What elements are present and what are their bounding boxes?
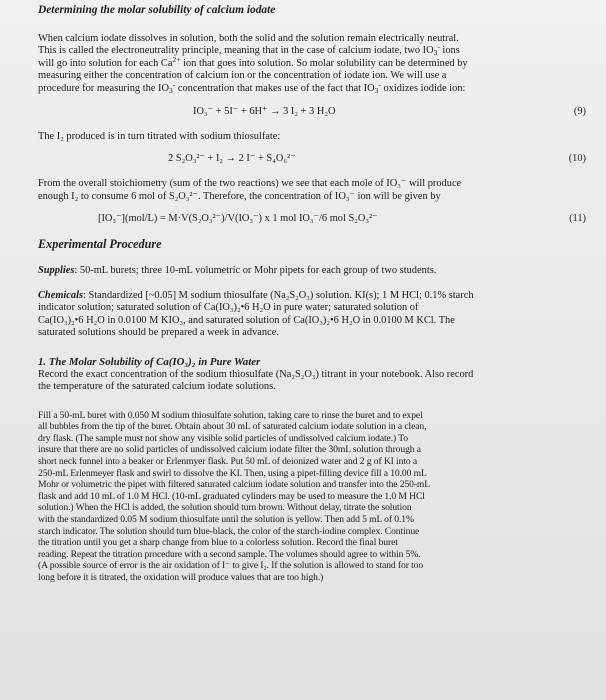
equation-9-body: IO₃⁻ + 5I⁻ + 6H⁺ → 3 I₂ + 3 H₂O xyxy=(193,105,336,117)
fill-line: long before it is titrated, the oxidation will produce values that are too high.) xyxy=(38,572,324,583)
fill-line: the titration until you get a sharp change from blue to a colorless solution. Record the final buret xyxy=(38,537,398,549)
stoichiometry-paragraph xyxy=(38,178,592,203)
fill-line: Mohr or volumetric the pipet with filtered saturated calcium iodate solution and transfer into the 250-mL xyxy=(38,479,431,491)
intro-paragraph xyxy=(38,33,592,96)
fill-line: all bubbles from the tip of the buret. Obtain about 30 mL of saturated calcium iodate solution in a clean, xyxy=(38,421,427,433)
fill-line: flask and add 10 mL of 1.0 M HCl. (10-mL graduated cylinders may be used to measure the 1.0 M HCl xyxy=(38,490,425,502)
intro-line: When calcium iodate dissolves in solution, both the solid and the solution remain electrically neutral. xyxy=(38,32,459,44)
stoichiometry-line: enough I₂ to consume 6 mol of S₂O₃²⁻. Therefore, the concentration of IO₃⁻ ion will be given by xyxy=(38,190,441,202)
step1-line: Record the exact concentration of the sodium thiosulfate (Na₂S₂O₃) titrant in your notebook. Also record xyxy=(38,368,474,380)
equation-11-number: (11) xyxy=(569,213,586,225)
intro-line: procedure for measuring the $IO_3^-$ concentration that makes use of the fact that $IO_3^-$ oxidizes iodide ion: xyxy=(38,79,466,95)
fill-line: insure that there are no solid particles of undissolved calcium iodate filter the 30mL solution through a xyxy=(38,444,421,456)
fill-line: starch indicator. The solution should turn blue-black, the color of the starch-iodine complex. Continue xyxy=(38,525,420,537)
fill-line: dry flask. (The sample must not show any visible solid particles of undissolved calcium iodate.) To xyxy=(38,432,408,444)
equation-10-number: (10) xyxy=(568,153,586,165)
fill-line: (A possible source of error is the air oxidation of I⁻ to give I₂. If the solution is allowed to stand for too xyxy=(38,560,424,572)
equation-11-body: [IO₃⁻](mol/L) = M·V(S₂O₃²⁻)/V(IO₃⁻) x 1 mol IO₃⁻/6 mol S₂O₃²⁻ xyxy=(98,213,378,225)
equation-11 xyxy=(38,213,592,226)
fill-procedure-paragraph xyxy=(38,410,592,584)
equation-10 xyxy=(38,153,592,166)
fill-line: solution.) When the HCl is added, the solution should turn brown. Without delay, titrate the solution xyxy=(38,502,412,514)
page-title: Determining the molar solubility of calcium iodate xyxy=(38,4,276,16)
supplies-label: Supplies xyxy=(38,264,75,276)
section-heading: Experimental Procedure xyxy=(38,237,162,252)
fill-line: with the standardized 0.05 M sodium thiosulfate until the solution is yellow. Then add 5 mL of 0.1% xyxy=(38,514,414,526)
equation-10-body: 2 S₂O₃²⁻ + I₂ → 2 I⁻ + S₄O₆²⁻ xyxy=(168,153,296,165)
stoichiometry-line: From the overall stoichiometry (sum of the two reactions) we see that each mole of IO₃⁻ will produce xyxy=(38,178,462,190)
chemicals-paragraph xyxy=(38,290,592,340)
step1-line: the temperature of the saturated calcium iodate solutions. xyxy=(38,381,276,393)
fill-line: 250-mL Erlenmeyer flask and swirl to dissolve the KI. Then, using a pipet-filling device fill a 10.00 mL xyxy=(38,467,427,479)
equation-9-number: (9) xyxy=(573,105,586,117)
chemicals-line: indicator solution; saturated solution of Ca(IO₃)₂•6 H₂O in pure water; saturated solution of xyxy=(38,302,419,314)
fill-line: reading. Repeat the titration procedure with a second sample. The volumes should agree to within 5%. xyxy=(38,548,421,560)
fill-line: Fill a 50-mL buret with 0.050 M sodium thiosulfate solution, taking care to rinse the buret and to expel xyxy=(38,409,423,421)
intro-line: This is called the electroneutrality principle, meaning that in the case of calcium iodate, two $IO_3^-$ ions xyxy=(38,42,460,58)
thiosulfate-intro: The I₂ produced is in turn titrated with sodium thiosulfate: xyxy=(38,130,281,142)
chemicals-label: Chemicals xyxy=(38,289,84,301)
step1-paragraph xyxy=(38,356,592,394)
chemicals-line: saturated solutions should be prepared a week in advance. xyxy=(38,327,279,339)
fill-line: short neck funnel into a beaker or Erlenmyer flask. Put 50 mL of deionized water and 2 g of KI into a xyxy=(38,456,418,468)
supplies-paragraph: Supplies: 50-mL burets; three 10-mL volumetric or Mohr pipets for each group of two students. xyxy=(38,264,437,276)
chemicals-line: Ca(IO₃)₂•6 H₂O in 0.0100 M KIO₃, and saturated solution of Ca(IO₃)₂•6 H₂O in 0.0100 M KCl. The xyxy=(38,314,455,326)
intro-line: measuring either the concentration of calcium ion or the concentration of iodate ion. We will use a xyxy=(38,70,447,82)
intro-line: will go into solution for each $Ca^{2+}$ ion that goes into solution. So molar solubility can be determined by xyxy=(38,54,468,69)
equation-9 xyxy=(38,106,592,119)
step1-title: 1. The Molar Solubility of Ca(IO₃)₂ in Pure Water xyxy=(38,355,261,368)
chemicals-line: Chemicals: Standardized [~0.05] M sodium thiosulfate (Na₂S₂O₃) solution. KI(s); 1 M HCl; 0.1% starch xyxy=(38,289,474,301)
